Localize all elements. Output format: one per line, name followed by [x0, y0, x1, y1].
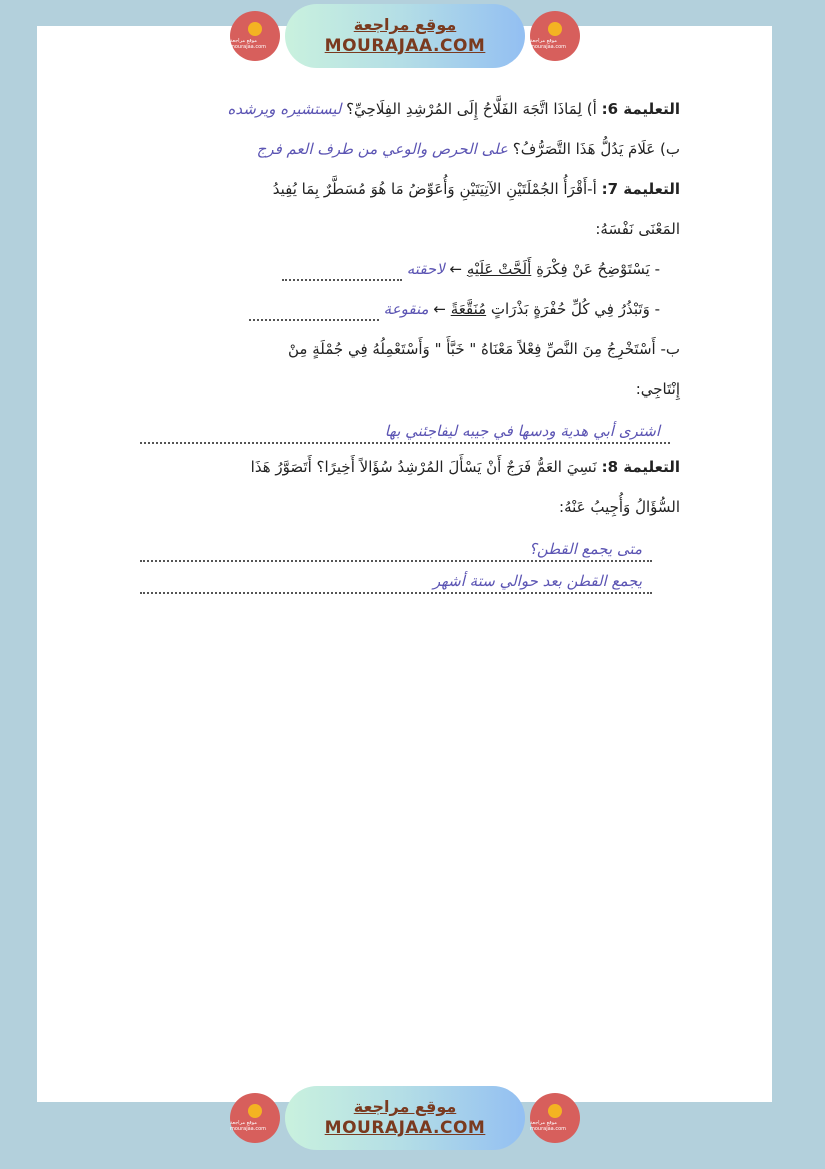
q6-a-line — [140, 92, 680, 132]
q7-b-question-cont: إِنْتَاجِي: — [635, 380, 680, 398]
site-title-en: MOURAJAA.COM — [324, 36, 486, 56]
book-icon — [248, 1104, 262, 1118]
q7-item-2-underlined: مُنَقَّعَةً — [450, 300, 487, 318]
q7-item-1-answer: لاحقته — [406, 260, 445, 278]
site-logo-right — [530, 11, 580, 61]
book-icon — [548, 22, 562, 36]
answer-dotted-line — [282, 259, 402, 281]
q8-answer-line-1 — [140, 530, 652, 562]
answer-dotted-line — [249, 299, 379, 321]
logo-caption: موقع مراجعة mourajaa.com — [530, 38, 567, 50]
q7-item-2-prefix: - وَتَبْذُرُ فِي كُلِّ حُفْرَةٍ بَذْرَاتٍ — [490, 300, 660, 318]
q7-b-answer-line — [140, 412, 670, 444]
q7-a-intro-cont — [140, 212, 680, 252]
q8-line — [140, 450, 680, 490]
q6-b-line — [140, 132, 680, 172]
logo-caption: موقع مراجعة mourajaa.com — [530, 1120, 567, 1132]
worksheet-content — [140, 92, 680, 594]
site-title-en: MOURAJAA.COM — [324, 1118, 486, 1138]
book-icon — [548, 1104, 562, 1118]
q7-label: التعليمة 7: — [601, 180, 680, 198]
q7-b-cont — [140, 372, 680, 412]
q7-a-intro: أ-أَقْرَأُ الجُمْلَتَيْنِ الآتِيَتَيْنِ وَأُعَوِّضُ مَا هُوَ مُسَطَّرٌ بِمَا يُفِيدُ — [272, 180, 597, 198]
q7-item-2 — [140, 292, 680, 332]
q6-label: التعليمة 6: — [601, 100, 680, 118]
q7-item-2-answer: منقوعة — [383, 300, 429, 318]
q8-question: نَسِيَ العَمُّ فَرَجٌ أَنْ يَسْأَلَ المُرْشِدُ سُؤَالاً أَخِيرًا؟ أَتَصَوَّرُ هَذَا — [250, 458, 597, 476]
q8-answer-line-2 — [140, 562, 652, 594]
site-link-pill[interactable] — [285, 4, 525, 68]
logo-caption: موقع مراجعة mourajaa.com — [230, 38, 267, 50]
q8-answer-1: متى يجمع القطن؟ — [528, 540, 642, 558]
q7-item-1-underlined: أَلَحَّتْ عَلَيْهِ — [466, 260, 532, 278]
q7-a-intro-cont-text: المَعْنَى نَفْسَهُ: — [595, 220, 680, 238]
q8-question-cont: السُّؤَالُ وَأُجِيبُ عَنْهُ: — [559, 498, 680, 516]
q8-answer-2: يجمع القطن بعد حوالي ستة أشهر — [432, 572, 642, 590]
q7-a-line — [140, 172, 680, 212]
q8-label: التعليمة 8: — [601, 458, 680, 476]
site-title-ar: موقع مراجعة — [353, 15, 457, 34]
q8-cont — [140, 490, 680, 530]
q7-b-line — [140, 332, 680, 372]
q6-a-question: أ) لِمَاذَا اتَّجَهَ الفَلَّاحُ إِلَى المُرْشِدِ الفِلَاحِيِّ؟ — [346, 100, 597, 118]
q7-b-question: ب- أَسْتَخْرِجُ مِنَ النَّصِّ فِعْلاً مَعْنَاهُ " خَبَّأَ " وَأَسْتَعْمِلُهُ فِي جُمْلَةٍ مِنْ — [288, 340, 680, 358]
logo-caption: موقع مراجعة mourajaa.com — [230, 1120, 267, 1132]
q6-b-question: ب) عَلَامَ يَدُلُّ هَذَا التَّصَرُّفُ؟ — [512, 140, 680, 158]
site-logo-left — [230, 1093, 280, 1143]
q7-item-1-prefix: - يَسْتَوْضِحُ عَنْ فِكْرَةِ — [536, 260, 660, 278]
arrow-left-icon: ← — [449, 260, 463, 278]
site-link-pill[interactable] — [285, 1086, 525, 1150]
top-banner — [230, 0, 580, 72]
q6-a-answer: ليستشيره ويرشده — [227, 100, 342, 118]
arrow-left-icon: ← — [433, 300, 446, 318]
q7-item-1 — [140, 252, 680, 292]
site-logo-left — [230, 11, 280, 61]
site-title-ar: موقع مراجعة — [353, 1097, 457, 1116]
book-icon — [248, 22, 262, 36]
bottom-banner — [230, 1082, 580, 1154]
q6-b-answer: على الحرص والوعي من طرف العم فرج — [256, 140, 509, 158]
site-logo-right — [530, 1093, 580, 1143]
q7-b-answer: اشترى أبي هدية ودسها في جيبه ليفاجئني بها — [384, 422, 660, 440]
